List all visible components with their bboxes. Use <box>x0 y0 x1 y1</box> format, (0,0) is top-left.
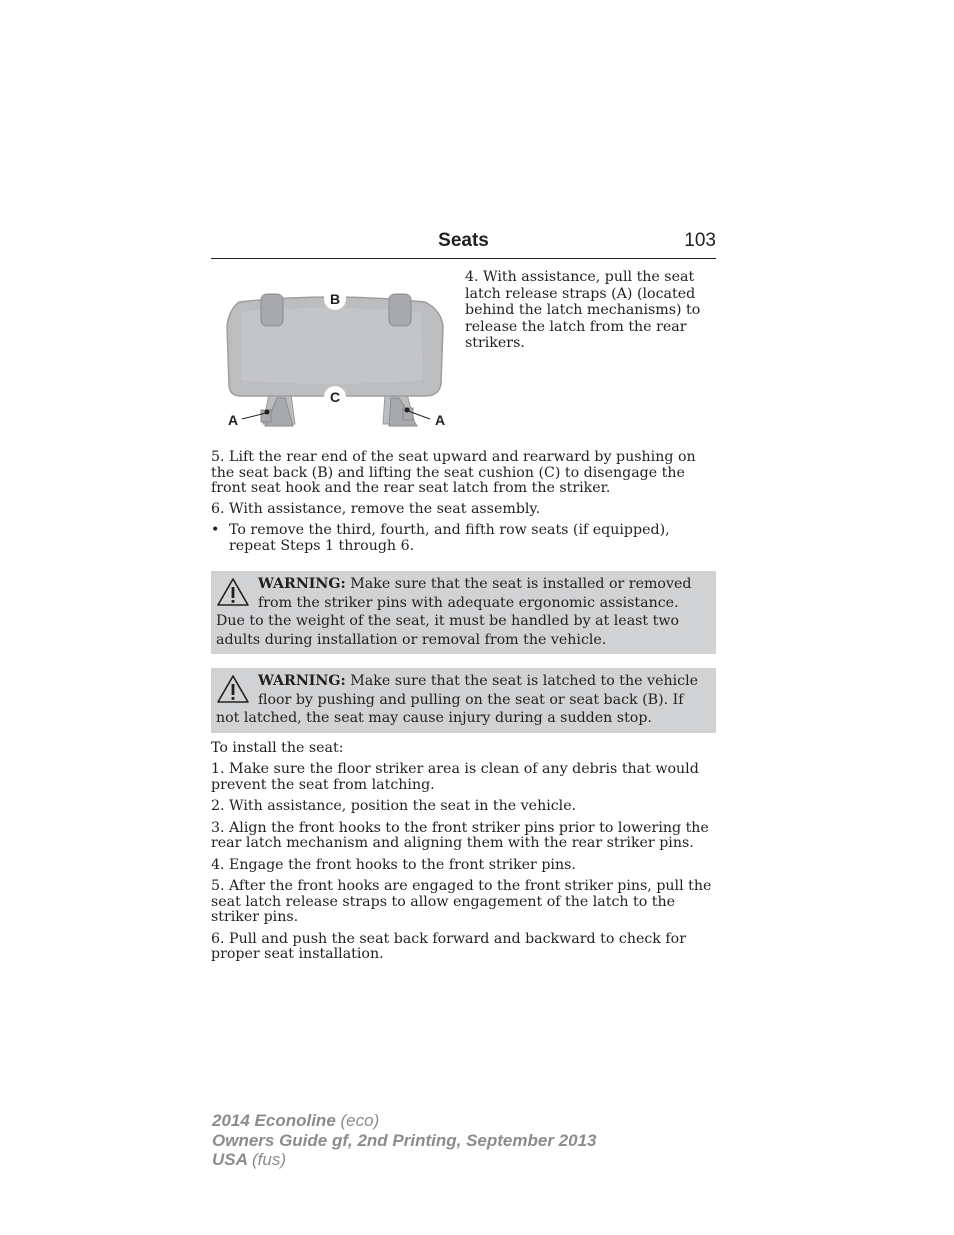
warning-box-1 <box>211 571 716 654</box>
footer-market: USA <box>212 1150 248 1169</box>
install-intro: To install the seat: <box>211 739 344 756</box>
left-headrest <box>261 294 283 326</box>
main-content <box>211 450 716 969</box>
removal-step-6: 6. With assistance, remove the seat assembly. <box>211 501 541 517</box>
install-step-4: 4. Engage the front hooks to the front striker pins. <box>211 856 576 873</box>
label-a-right: A <box>434 412 446 428</box>
label-a-left: A <box>227 412 239 428</box>
section-title: Seats <box>438 230 489 251</box>
page-footer <box>212 1111 732 1170</box>
footer-guide: Owners Guide gf, 2nd Printing, September 2013 <box>212 1130 597 1150</box>
page-number: 103 <box>684 230 716 251</box>
removal-step-5: 5. Lift the rear end of the seat upward and rearward by pushing on the seat back (B) and lifting the seat cushion (C) to disengage the front seat hook and the rear seat latch from the striker. <box>211 449 696 496</box>
footer-market-line <box>212 1150 732 1170</box>
warning-triangle-icon <box>216 577 250 607</box>
right-headrest <box>389 294 411 326</box>
warning-box-2 <box>211 668 716 733</box>
right-latch-bracket <box>383 394 417 426</box>
bullet-symbol: • <box>211 522 220 538</box>
footer-model: 2014 Econoline <box>212 1111 336 1130</box>
install-step-5: 5. After the front hooks are engaged to the front striker pins, pull the seat latch release straps to allow engagement of the latch to the striker pins. <box>211 878 712 925</box>
warning-text: Make sure that the seat is installed or removed from the striker pins with adequate ergonomic assistance. Due to the weight of the seat, it must be handled by at least two adults during installation or removal from the vehicle. <box>216 576 692 648</box>
install-step-6: 6. Pull and push the seat back forward and backward to check for proper seat installation. <box>211 930 686 962</box>
page-header <box>211 230 716 259</box>
seat-illustration <box>211 276 451 436</box>
warning-label: WARNING: <box>258 673 346 689</box>
seat-diagram <box>211 276 451 436</box>
bullet-text: To remove the third, fourth, and fifth row seats (if equipped), repeat Steps 1 through 6. <box>229 522 670 554</box>
warning-triangle-icon <box>216 674 250 704</box>
label-c: C <box>329 389 341 405</box>
warning-label: WARNING: <box>258 576 346 592</box>
footer-model-line <box>212 1111 732 1131</box>
footer-model-code: (eco) <box>340 1111 380 1130</box>
step-4-text: 4. With assistance, pull the seat latch release straps (A) (located behind the latch mechanisms) to release the latch from the rear strikers. <box>465 269 701 351</box>
bullet-item <box>211 523 716 554</box>
warning-text: Make sure that the seat is latched to the vehicle floor by pushing and pulling on the seat or seat back (B). If not latched, the seat may cause injury during a sudden stop. <box>216 673 699 726</box>
footer-market-code: (fus) <box>252 1150 286 1169</box>
install-step-3: 3. Align the front hooks to the front striker pins prior to lowering the rear latch mechanism and aligning them with the rear striker pins. <box>211 819 709 851</box>
install-section <box>211 741 716 963</box>
install-step-2: 2. With assistance, position the seat in the vehicle. <box>211 798 577 814</box>
install-step-1: 1. Make sure the floor striker area is clean of any debris that would prevent the seat from latching. <box>211 761 699 793</box>
label-b: B <box>329 291 341 307</box>
